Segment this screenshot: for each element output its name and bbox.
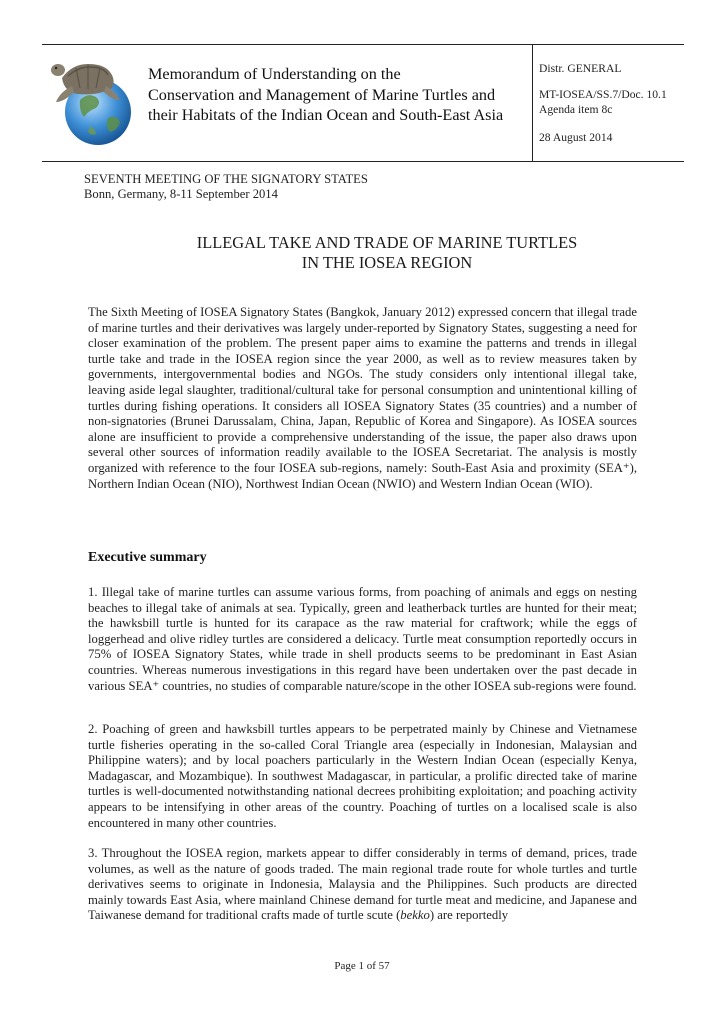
org-line-2: Conservation and Management of Marine Turtles and [148, 85, 496, 104]
page-number: Page 1 of 57 [334, 960, 390, 972]
paragraph-3-text: 3. Throughout the IOSEA region, markets appear to differ considerably in terms of demand, prices, trade volumes, as well as the nature of goods traded. The main regional trade route for whole turtles and turtle derivatives seems to originate in Indonesia, Malaysia and the Philippines. Such products are directed mainly towards East Asia, where mainland Chinese demand for turtle meat and medicine, and Japanese and Taiwanese demand for traditional crafts made of turtle scute ( [88, 846, 637, 923]
intro-paragraph: The Sixth Meeting of IOSEA Signatory States (Bangkok, January 2012) expressed concern that illegal trade of marine turtles and their derivatives was largely under-reported by Signatory States, suggesting a need for closer examination of the problem. The present paper aims to examine the patterns and trends in illegal turtle take and trade in the IOSEA region since the year 2000, as well as to review measures taken by governments, intergovernmental bodies and NGOs. The study considers only intentional illegal take, leaving aside legal slaughter, traditional/cultural take for personal consumption and unintentional killing of turtles during fishing operations. It considers all IOSEA Signatory States (35 countries) and a number of non-signatories (Brunei Darussalam, China, Japan, Republic of Korea and Singapore). As IOSEA sources alone are insufficient to provide a comprehensive understanding of the issue, the paper also draws upon several other sources of information readily available to the IOSEA Secretariat. The analysis is mostly organized with reference to the four IOSEA sub-regions, namely: South-East Asia and proximity (SEA⁺), Northern Indian Ocean (NIO), Northwest Indian Ocean (NWIO) and Western Indian Ocean (WIO). [88, 305, 637, 491]
title-line-2: IN THE IOSEA REGION [301, 253, 473, 272]
meeting-title: SEVENTH MEETING OF THE SIGNATORY STATES [84, 172, 368, 186]
header-bottom-rule [42, 161, 684, 162]
header-divider [532, 44, 533, 161]
meeting-location: Bonn, Germany, 8-11 September 2014 [84, 187, 278, 201]
agenda-item: Agenda item 8c [539, 103, 613, 116]
distribution-label: Distr. GENERAL [539, 62, 622, 75]
header-top-rule [42, 44, 684, 45]
title-line-1: ILLEGAL TAKE AND TRADE OF MARINE TURTLES [196, 233, 578, 252]
org-line-3: their Habitats of the Indian Ocean and South-East Asia [148, 106, 504, 124]
paragraph-3 [88, 846, 637, 924]
document-reference: MT-IOSEA/SS.7/Doc. 10.1 [539, 88, 667, 101]
turtle-globe-logo-icon [50, 48, 140, 148]
document-title [84, 233, 690, 273]
paragraph-3-text-end: ) are reportedly [429, 908, 509, 923]
paragraph-1: 1. Illegal take of marine turtles can assume various forms, from poaching of animals and eggs on nesting beaches to illegal take of animals at sea. Typically, green and leatherback turtles are hunted for their meat; the hawksbill turtle is hunted for its carapace as the raw material for craftwork; while the eggs of loggerhead and olive ridley turtles are considered a delicacy. Turtle meat consumption reportedly occurs in 75% of IOSEA Signatory States, while trade in shell products seems to be predominant in East Asian countries. Whereas numerous investigations in this regard have been undertaken over the past decade in various SEA⁺ countries, no studies of comparable nature/scope in the other IOSEA sub-regions were found. [88, 585, 637, 693]
organization-name [148, 64, 530, 126]
document-date: 28 August 2014 [539, 131, 613, 144]
org-line-1: Memorandum of Understanding on the [148, 65, 401, 83]
meeting-info [84, 172, 368, 202]
paragraph-2: 2. Poaching of green and hawksbill turtles appears to be perpetrated mainly by Chinese and Vietnamese turtle fisheries operating in the so-called Coral Triangle area (especially in Indonesian, Malaysian and Philippine waters); and by local poachers particularly in the Western Indian Ocean (especially Kenya, Madagascar, and Mozambique). In southwest Madagascar, in particular, a prolific directed take of marine turtles is well-documented notwithstanding national decrees prohibiting exploitation; and poaching activity appears to be intensifying in other areas of the country. Poaching of turtles on a localised scale is also encountered in many other countries. [88, 722, 637, 830]
executive-summary-heading: Executive summary [88, 550, 207, 565]
paragraph-3-emphasis: bekko [400, 908, 430, 923]
